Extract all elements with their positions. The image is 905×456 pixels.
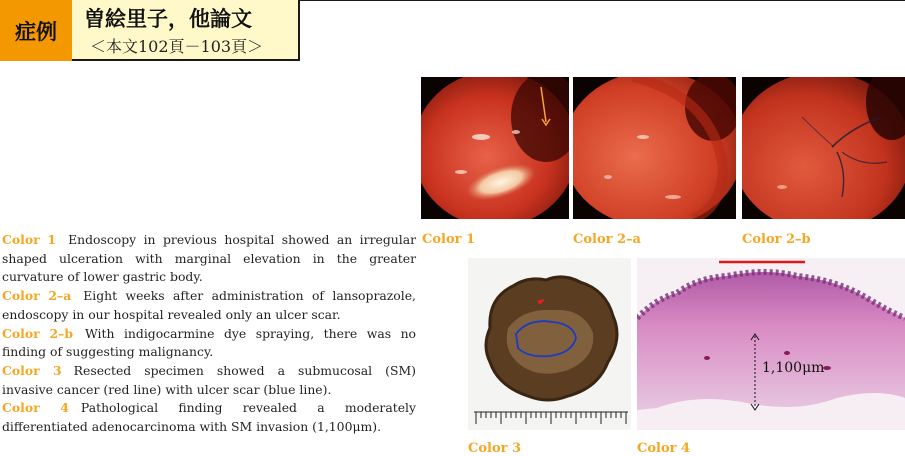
figure-legend [2, 231, 416, 437]
endoscopy-image-color1 [421, 77, 569, 219]
legend-label: Color 1 [2, 232, 57, 247]
caption-color2b: Color 2–b [742, 232, 811, 247]
legend-label: Color 2–a [2, 288, 72, 304]
legend-label: Color 3 [2, 362, 62, 378]
endoscopy-image-color2a [573, 77, 736, 219]
case-report-badge: 症例 [0, 0, 72, 61]
legend-label: Color 2–b [2, 325, 73, 341]
legend-entry-color2a [2, 287, 416, 324]
title-box [72, 0, 300, 61]
legend-entry-color4 [2, 399, 416, 436]
endoscopy-image-color2b [742, 77, 905, 219]
page-reference: ＜本文102頁－103頁＞ [90, 37, 264, 56]
legend-entry-color2b [2, 325, 416, 362]
histology-image-color4 [637, 258, 905, 430]
caption-color3: Color 3 [468, 441, 522, 456]
legend-entry-color1 [2, 231, 416, 287]
caption-color4: Color 4 [637, 441, 691, 456]
legend-text: With indigocarmine dye spraying, there was no finding of suggesting malignancy. [2, 325, 417, 360]
legend-text: Eight weeks after administration of lansoprazole, endoscopy in our hospital revealed only an ulcer scar. [2, 288, 416, 322]
caption-color2a: Color 2–a [573, 232, 641, 247]
legend-text: Resected specimen showed a submucosal (SM) invasive cancer (red line) with ulcer scar (blue line). [2, 362, 417, 397]
legend-text: Pathological finding revealed a moderately differentiated adenocarcinoma with SM invasion (1,100μm). [2, 400, 416, 435]
legend-text: Endoscopy in previous hospital showed an irregular shaped ulceration with marginal elevation in the greater curvature of lower gastric body. [2, 232, 417, 285]
article-title: 曽絵里子，他論文 [84, 7, 252, 31]
legend-label: Color 4 [2, 400, 69, 416]
header-rule [298, 0, 905, 1]
specimen-photo-color3 [468, 258, 631, 430]
depth-measurement-label: 1,100μm [762, 360, 825, 376]
legend-entry-color3 [2, 362, 416, 399]
article-header [0, 0, 905, 62]
caption-color1: Color 1 [422, 232, 476, 247]
